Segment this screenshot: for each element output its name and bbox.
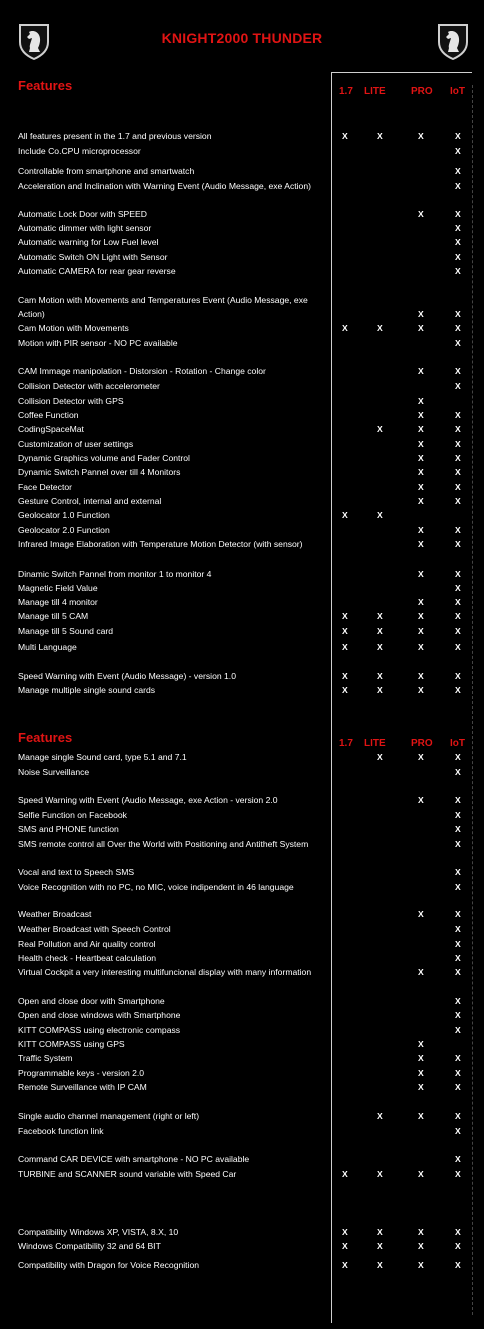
check-mark-iot: X [455,767,461,777]
check-mark-iot: X [455,439,461,449]
check-mark-iot: X [455,1154,461,1164]
check-mark-lite: X [377,1169,383,1179]
check-mark-iot: X [455,882,461,892]
feature-row-label: Dynamic Switch Pannel over till 4 Monitors [18,467,181,477]
feature-row-label: Infrared Image Elaboration with Temperature Motion Detector (with sensor) [18,539,303,549]
check-mark-iot: X [455,1082,461,1092]
check-mark-iot: X [455,146,461,156]
check-mark-pro: X [418,1082,424,1092]
feature-row-label: Command CAR DEVICE with smartphone - NO PC available [18,1154,250,1164]
feature-row-label: Open and close windows with Smartphone [18,1010,181,1020]
check-mark-iot: X [455,131,461,141]
feature-row-label: Acceleration and Inclination with Warning Event (Audio Message, exe Action) [18,181,311,191]
check-mark-pro: X [418,1053,424,1063]
check-mark-pro: X [418,1068,424,1078]
section-title: Features [18,730,73,745]
check-mark-1-7: X [342,642,348,652]
check-mark-lite: X [377,685,383,695]
feature-row-label: Open and close door with Smartphone [18,996,165,1006]
page-title: KNIGHT2000 THUNDER [161,30,323,46]
check-mark-pro: X [418,1227,424,1237]
column-header-pro: PRO [411,738,433,749]
feature-row-label: Virtual Cockpit a very interesting multifuncional display with many information [18,967,312,977]
feature-row-label: Cam Motion with Movements and Temperatures Event (Audio Message, exe Action) [18,295,308,320]
feature-row-label: All features present in the 1.7 and previous version [18,131,212,141]
check-mark-iot: X [455,166,461,176]
check-mark-iot: X [455,209,461,219]
check-mark-pro: X [418,569,424,579]
feature-row-label: Automatic warning for Low Fuel level [18,237,159,247]
check-mark-pro: X [418,467,424,477]
check-mark-lite: X [377,752,383,762]
column-header-1-7: 1.7 [339,86,353,97]
check-mark-iot: X [455,569,461,579]
feature-row-label: CodingSpaceMat [18,424,84,434]
column-header-iot: IoT [450,86,465,97]
feature-row-label: Automatic dimmer with light sensor [18,223,152,233]
check-mark-pro: X [418,439,424,449]
feature-row-label: Automatic Switch ON Light with Sensor [18,252,168,262]
feature-row-label: Include Co.CPU microprocessor [18,146,141,156]
check-mark-iot: X [455,626,461,636]
comparison-table-frame [331,72,472,1323]
feature-row-label: SMS and PHONE function [18,824,119,834]
check-mark-iot: X [455,671,461,681]
check-mark-iot: X [455,181,461,191]
feature-row-label: Weather Broadcast with Speech Control [18,924,171,934]
feature-row-label: Traffic System [18,1053,73,1063]
check-mark-iot: X [455,424,461,434]
check-mark-lite: X [377,424,383,434]
check-mark-lite: X [377,1260,383,1270]
feature-row-label: KITT COMPASS using GPS [18,1039,125,1049]
check-mark-1-7: X [342,1169,348,1179]
feature-row-label: Speed Warning with Event (Audio Message) - version 1.0 [18,671,236,681]
check-mark-lite: X [377,1111,383,1121]
feature-row-label: Remote Surveillance with IP CAM [18,1082,147,1092]
feature-row-label: Selfie Function on Facebook [18,810,127,820]
feature-row-label: Magnetic Field Value [18,583,98,593]
column-header-lite: LITE [364,86,386,97]
check-mark-iot: X [455,539,461,549]
check-mark-iot: X [455,939,461,949]
check-mark-pro: X [418,909,424,919]
feature-row-label: Single audio channel management (right or left) [18,1111,200,1121]
feature-row-label: Dynamic Graphics volume and Fader Control [18,453,190,463]
feature-row-label: Cam Motion with Movements [18,323,129,333]
check-mark-iot: X [455,953,461,963]
check-mark-iot: X [455,996,461,1006]
check-mark-pro: X [418,525,424,535]
check-mark-pro: X [418,642,424,652]
check-mark-iot: X [455,967,461,977]
check-mark-1-7: X [342,1260,348,1270]
feature-row-label: Programmable keys - version 2.0 [18,1068,145,1078]
check-mark-pro: X [418,1039,424,1049]
check-mark-iot: X [455,1169,461,1179]
check-mark-iot: X [455,1010,461,1020]
check-mark-iot: X [455,266,461,276]
check-mark-iot: X [455,1053,461,1063]
check-mark-pro: X [418,795,424,805]
check-mark-iot: X [455,237,461,247]
check-mark-iot: X [455,323,461,333]
feature-row-label: Multi Language [18,642,77,652]
check-mark-1-7: X [342,1241,348,1251]
check-mark-pro: X [418,626,424,636]
feature-row-label: Dinamic Switch Pannel from monitor 1 to monitor 4 [18,569,212,579]
check-mark-iot: X [455,810,461,820]
feature-row-label: CAM Immage manipolation - Distorsion - Rotation - Change color [18,366,266,376]
check-mark-iot: X [455,867,461,877]
check-mark-pro: X [418,685,424,695]
feature-row-label: KITT COMPASS using electronic compass [18,1025,181,1035]
check-mark-iot: X [455,1126,461,1136]
check-mark-iot: X [455,453,461,463]
feature-row-label: Automatic Lock Door with SPEED [18,209,147,219]
check-mark-pro: X [418,752,424,762]
check-mark-iot: X [455,583,461,593]
feature-row-label: Vocal and text to Speech SMS [18,867,135,877]
check-mark-iot: X [455,795,461,805]
feature-row-label: Manage till 5 Sound card [18,626,114,636]
check-mark-iot: X [455,410,461,420]
check-mark-iot: X [455,824,461,834]
feature-row-label: Facebook function link [18,1126,104,1136]
check-mark-iot: X [455,381,461,391]
check-mark-iot: X [455,752,461,762]
feature-row-label: Windows Compatibility 32 and 64 BIT [18,1241,161,1251]
check-mark-iot: X [455,252,461,262]
feature-row-label: Collision Detector with accelerometer [18,381,160,391]
check-mark-pro: X [418,1241,424,1251]
feature-row-label: Controllable from smartphone and smartwatch [18,166,195,176]
check-mark-lite: X [377,1241,383,1251]
check-mark-lite: X [377,323,383,333]
check-mark-pro: X [418,597,424,607]
check-mark-1-7: X [342,323,348,333]
check-mark-lite: X [377,626,383,636]
check-mark-iot: X [455,839,461,849]
feature-row-label: Voice Recognition with no PC, no MIC, voice indipendent in 46 language [18,882,294,892]
check-mark-iot: X [455,309,461,320]
column-header-1-7: 1.7 [339,738,353,749]
check-mark-pro: X [418,424,424,434]
check-mark-iot: X [455,924,461,934]
feature-row-label: Motion with PIR sensor - NO PC available [18,338,178,348]
check-mark-lite: X [377,510,383,520]
check-mark-iot: X [455,611,461,621]
feature-row-label: Speed Warning with Event (Audio Message, exe Action - version 2.0 [18,795,278,805]
check-mark-iot: X [455,1241,461,1251]
feature-row-label: Customization of user settings [18,439,134,449]
feature-row-label: Geolocator 2.0 Function [18,525,110,535]
check-mark-lite: X [377,611,383,621]
check-mark-pro: X [418,309,424,320]
check-mark-1-7: X [342,611,348,621]
check-mark-iot: X [455,338,461,348]
check-mark-pro: X [418,496,424,506]
check-mark-lite: X [377,642,383,652]
check-mark-pro: X [418,1111,424,1121]
check-mark-pro: X [418,671,424,681]
column-header-lite: LITE [364,738,386,749]
table-right-dashed-border [472,85,473,1315]
check-mark-pro: X [418,366,424,376]
feature-row-label: Automatic CAMERA for rear gear reverse [18,266,176,276]
check-mark-iot: X [455,685,461,695]
check-mark-pro: X [418,396,424,406]
check-mark-iot: X [455,482,461,492]
feature-row-label: Compatibility with Dragon for Voice Recognition [18,1260,200,1270]
feature-row-label: Noise Surveillance [18,767,90,777]
check-mark-lite: X [377,131,383,141]
feature-row-label: Manage till 4 monitor [18,597,98,607]
check-mark-iot: X [455,1068,461,1078]
feature-row-label: Manage till 5 CAM [18,611,89,621]
feature-row-label: Weather Broadcast [18,909,92,919]
column-header-pro: PRO [411,86,433,97]
check-mark-pro: X [418,453,424,463]
check-mark-iot: X [455,223,461,233]
feature-row-label: Compatibility Windows XP, VISTA, 8.X, 10 [18,1227,179,1237]
check-mark-pro: X [418,1260,424,1270]
feature-row-label: Gesture Control, internal and external [18,496,162,506]
check-mark-iot: X [455,366,461,376]
check-mark-1-7: X [342,1227,348,1237]
check-mark-iot: X [455,1227,461,1237]
check-mark-1-7: X [342,131,348,141]
check-mark-pro: X [418,539,424,549]
check-mark-iot: X [455,642,461,652]
check-mark-1-7: X [342,671,348,681]
column-header-iot: IoT [450,738,465,749]
feature-row-label: Face Detector [18,482,72,492]
check-mark-pro: X [418,967,424,977]
check-mark-1-7: X [342,626,348,636]
check-mark-1-7: X [342,510,348,520]
check-mark-pro: X [418,482,424,492]
check-mark-iot: X [455,1260,461,1270]
feature-row-label: Health check - Heartbeat calculation [18,953,157,963]
feature-row-label: Geolocator 1.0 Function [18,510,110,520]
feature-row-label: TURBINE and SCANNER sound variable with Speed Car [18,1169,237,1179]
check-mark-1-7: X [342,685,348,695]
check-mark-pro: X [418,131,424,141]
check-mark-iot: X [455,525,461,535]
check-mark-iot: X [455,467,461,477]
feature-row-label: Real Pollution and Air quality control [18,939,156,949]
check-mark-pro: X [418,209,424,219]
feature-row-label: Collision Detector with GPS [18,396,124,406]
check-mark-iot: X [455,1111,461,1121]
check-mark-pro: X [418,323,424,333]
section-title: Features [18,78,73,93]
feature-row-label: Manage multiple single sound cards [18,685,156,695]
check-mark-lite: X [377,1227,383,1237]
check-mark-iot: X [455,496,461,506]
check-mark-iot: X [455,597,461,607]
feature-row-label: SMS remote control all Over the World with Positioning and Antitheft System [18,839,309,849]
check-mark-pro: X [418,611,424,621]
check-mark-iot: X [455,1025,461,1035]
check-mark-pro: X [418,410,424,420]
check-mark-iot: X [455,909,461,919]
check-mark-lite: X [377,671,383,681]
feature-row-label: Manage single Sound card, type 5.1 and 7.1 [18,752,187,762]
check-mark-pro: X [418,1169,424,1179]
feature-row-label: Coffee Function [18,410,79,420]
